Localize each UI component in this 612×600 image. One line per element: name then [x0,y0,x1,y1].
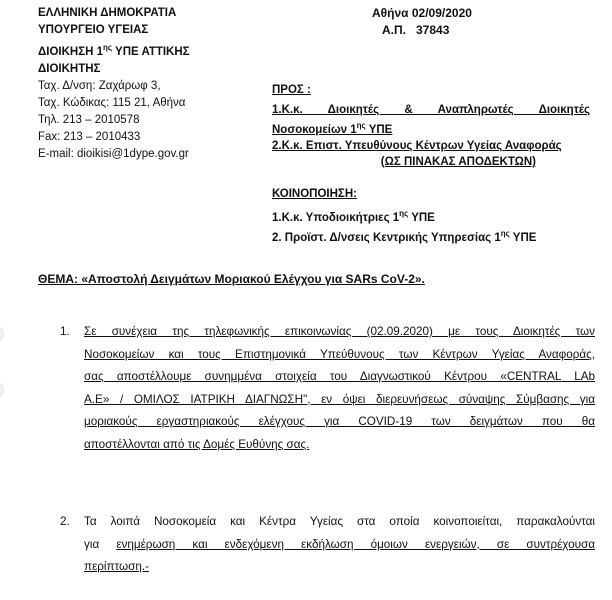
sender-administration: ΔΙΟΙΚΗΣΗ $1^{\eta\varsigma}$ ΥΠΕ ΑΤΤΙΚΗΣ [38,43,190,58]
paragraph-1-number: 1. [60,325,70,338]
punch-hole [0,382,4,398]
recipients-block [272,82,590,170]
recipient-1-line1: 1.Κ.κ. Διοικητές & Αναπληρωτές Διοικητές [272,104,590,116]
sender-postcode: Ταχ. Κώδικας: 115 21, Αθήνα [38,96,186,109]
recipient-1-line2: Νοσοκομείων $1^{\eta\varsigma}$ ΥΠΕ [272,121,393,136]
punch-hole [0,326,4,342]
paragraph-1-line: μοριακούς εργαστηριακούς ελέγχους για COVID-19 των δειγμάτων που θα [84,415,595,428]
paragraph-1-line: Α.Ε» / ΟΜΙΛΟΣ ΙΑΤΡΙΚΗ ΔΙΑΓΝΩΣΗ", εν όψει διερευνήσεως σύναψης Σύμβασης για [84,392,595,406]
paragraph-2-line: Τα λοιπά Νοσοκομεία και Κέντρα Υγείας στα οποία κοινοποιείται, παρακαλούνται [84,515,595,528]
paragraph-1-line: σας αποστέλλουμε συνημμένα στοιχεία του Διαγνωστικού Κέντρου «CENTRAL LAb [84,370,595,383]
document-date: Αθήνα 02/09/2020 [372,6,472,20]
recipient-2-line2: (ΩΣ ΠΙΝΑΚΑΣ ΑΠΟΔΕΚΤΩΝ) [380,155,536,168]
paragraph-1 [60,321,595,456]
sender-fax: Fax: 213 – 2010433 [38,130,141,143]
sender-block [38,5,190,163]
date-block [372,5,472,39]
paragraph-2-number: 2. [60,515,70,528]
sender-email: E-mail: dioikisi@1dype.gov.gr [38,147,189,160]
paragraph-1-line: αποστέλλονται από τις Δομές Ευθύνης σας. [84,437,310,451]
notification-block [272,186,536,246]
sender-country: ΕΛΛΗΝΙΚΗ ΔΗΜΟΚΡΑΤΙΑ [38,7,177,19]
paragraph-2-line: για ενημέρωση και ενδεχόμενη εκδήλωση όμοιων ενεργειών, σε συντρέχουσα [84,537,595,551]
paragraph-1-line: Σε συνέχεια της τηλεφωνικής επικοινωνίας (02.09.2020) με τους Διοικητές των [84,325,595,338]
sender-role: ΔΙΟΙΚΗΤΗΣ [38,62,101,75]
paragraph-2 [60,511,595,579]
subject-line: ΘΕΜΑ: «Αποστολή Δειγμάτων Μοριακού Ελέγχου για SARs CoV-2». [38,272,425,286]
notification-label: ΚΟΙΝΟΠΟΙΗΣΗ: [272,188,357,200]
sender-address: Ταχ. Δ/νση: Ζαχάρωφ 3, [38,79,161,92]
paragraph-2-line: περίπτωση.- [84,560,150,573]
recipient-2-line1: 2.Κ.κ. Επιστ. Υπευθύνους Κέντρων Υγείας Αναφοράς [272,139,562,152]
recipients-label: ΠΡΟΣ : [272,84,311,96]
paragraph-1-line: Νοσοκομείων και τους Επιστημονικά Υπεύθυνους των Κέντρων Υγείας Αναφοράς, [84,347,595,361]
notification-1: 1.Κ.κ. Υποδιοικήτριες $1^{\eta\varsigma}$ ΥΠΕ [272,209,435,224]
sender-ministry: ΥΠΟΥΡΓΕΙΟ ΥΓΕΙΑΣ [38,24,149,36]
protocol-number: Α.Π. 37843 [382,23,450,37]
sender-phone: Τηλ. 213 – 2010578 [38,113,140,126]
notification-2: 2. Προϊστ. Δ/νσεις Κεντρικής Υπηρεσίας $1^{\eta\varsigma}$ ΥΠΕ [272,228,537,244]
